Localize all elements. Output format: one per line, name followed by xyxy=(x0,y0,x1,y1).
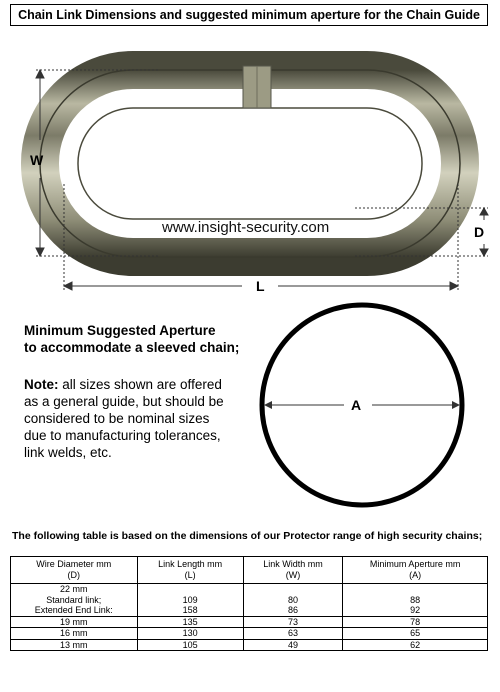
label-l: L xyxy=(256,278,265,294)
note-line: as a general guide, but should be xyxy=(24,394,224,409)
table-intro: The following table is based on the dimensions of our Protector range of high security chains; xyxy=(12,530,483,542)
table-header-row xyxy=(11,557,488,584)
note-text xyxy=(24,376,249,461)
page-title: Chain Link Dimensions and suggested minimum aperture for the Chain Guide xyxy=(10,4,488,26)
table-cell: 13 mm xyxy=(11,639,138,651)
table-cell: 22 mm xyxy=(11,584,138,595)
label-d: D xyxy=(474,224,485,240)
table-cell: 49 xyxy=(243,639,343,651)
table-row xyxy=(11,595,488,606)
table-cell xyxy=(343,584,488,595)
table-row xyxy=(11,584,488,595)
table-cell: 86 xyxy=(243,605,343,616)
note-label: Note: xyxy=(24,377,59,392)
table-cell: Extended End Link: xyxy=(11,605,138,616)
watermark: www.insight-security.com xyxy=(162,219,330,236)
note-line: considered to be nominal sizes xyxy=(24,411,210,426)
table-cell: 158 xyxy=(137,605,243,616)
heading-line-2: to accommodate a sleeved chain; xyxy=(24,340,240,355)
label-a: A xyxy=(351,397,362,413)
aperture-diagram xyxy=(262,305,462,505)
table-cell: 135 xyxy=(137,616,243,628)
table-row xyxy=(11,605,488,616)
table-row xyxy=(11,639,488,651)
table-row xyxy=(11,616,488,628)
heading-line-1: Minimum Suggested Aperture xyxy=(24,323,216,338)
table-cell: 80 xyxy=(243,595,343,606)
header-min-aperture: Minimum Aperture mm (A) xyxy=(343,557,488,584)
note-line: link welds, etc. xyxy=(24,445,112,460)
table-cell xyxy=(243,584,343,595)
table-cell xyxy=(137,584,243,595)
table-cell: 19 mm xyxy=(11,616,138,628)
header-link-length: Link Length mm (L) xyxy=(137,557,243,584)
table-cell: 63 xyxy=(243,628,343,640)
table-cell: 73 xyxy=(243,616,343,628)
header-wire-diameter: Wire Diameter mm (D) xyxy=(11,557,138,584)
note-line: due to manufacturing tolerances, xyxy=(24,428,221,443)
table-cell: 62 xyxy=(343,639,488,651)
note-line: all sizes shown are offered xyxy=(58,377,222,392)
table-cell: 109 xyxy=(137,595,243,606)
dimensions-table xyxy=(10,556,488,651)
table-cell: 88 xyxy=(343,595,488,606)
table-cell: 78 xyxy=(343,616,488,628)
table-cell: 92 xyxy=(343,605,488,616)
aperture-heading xyxy=(24,322,249,356)
aperture-description xyxy=(24,322,249,461)
table-cell: Standard link; xyxy=(11,595,138,606)
table-cell: 130 xyxy=(137,628,243,640)
table-cell: 65 xyxy=(343,628,488,640)
table-cell: 16 mm xyxy=(11,628,138,640)
table-row xyxy=(11,628,488,640)
label-w: W xyxy=(30,152,44,168)
header-link-width: Link Width mm (W) xyxy=(243,557,343,584)
table-cell: 105 xyxy=(137,639,243,651)
